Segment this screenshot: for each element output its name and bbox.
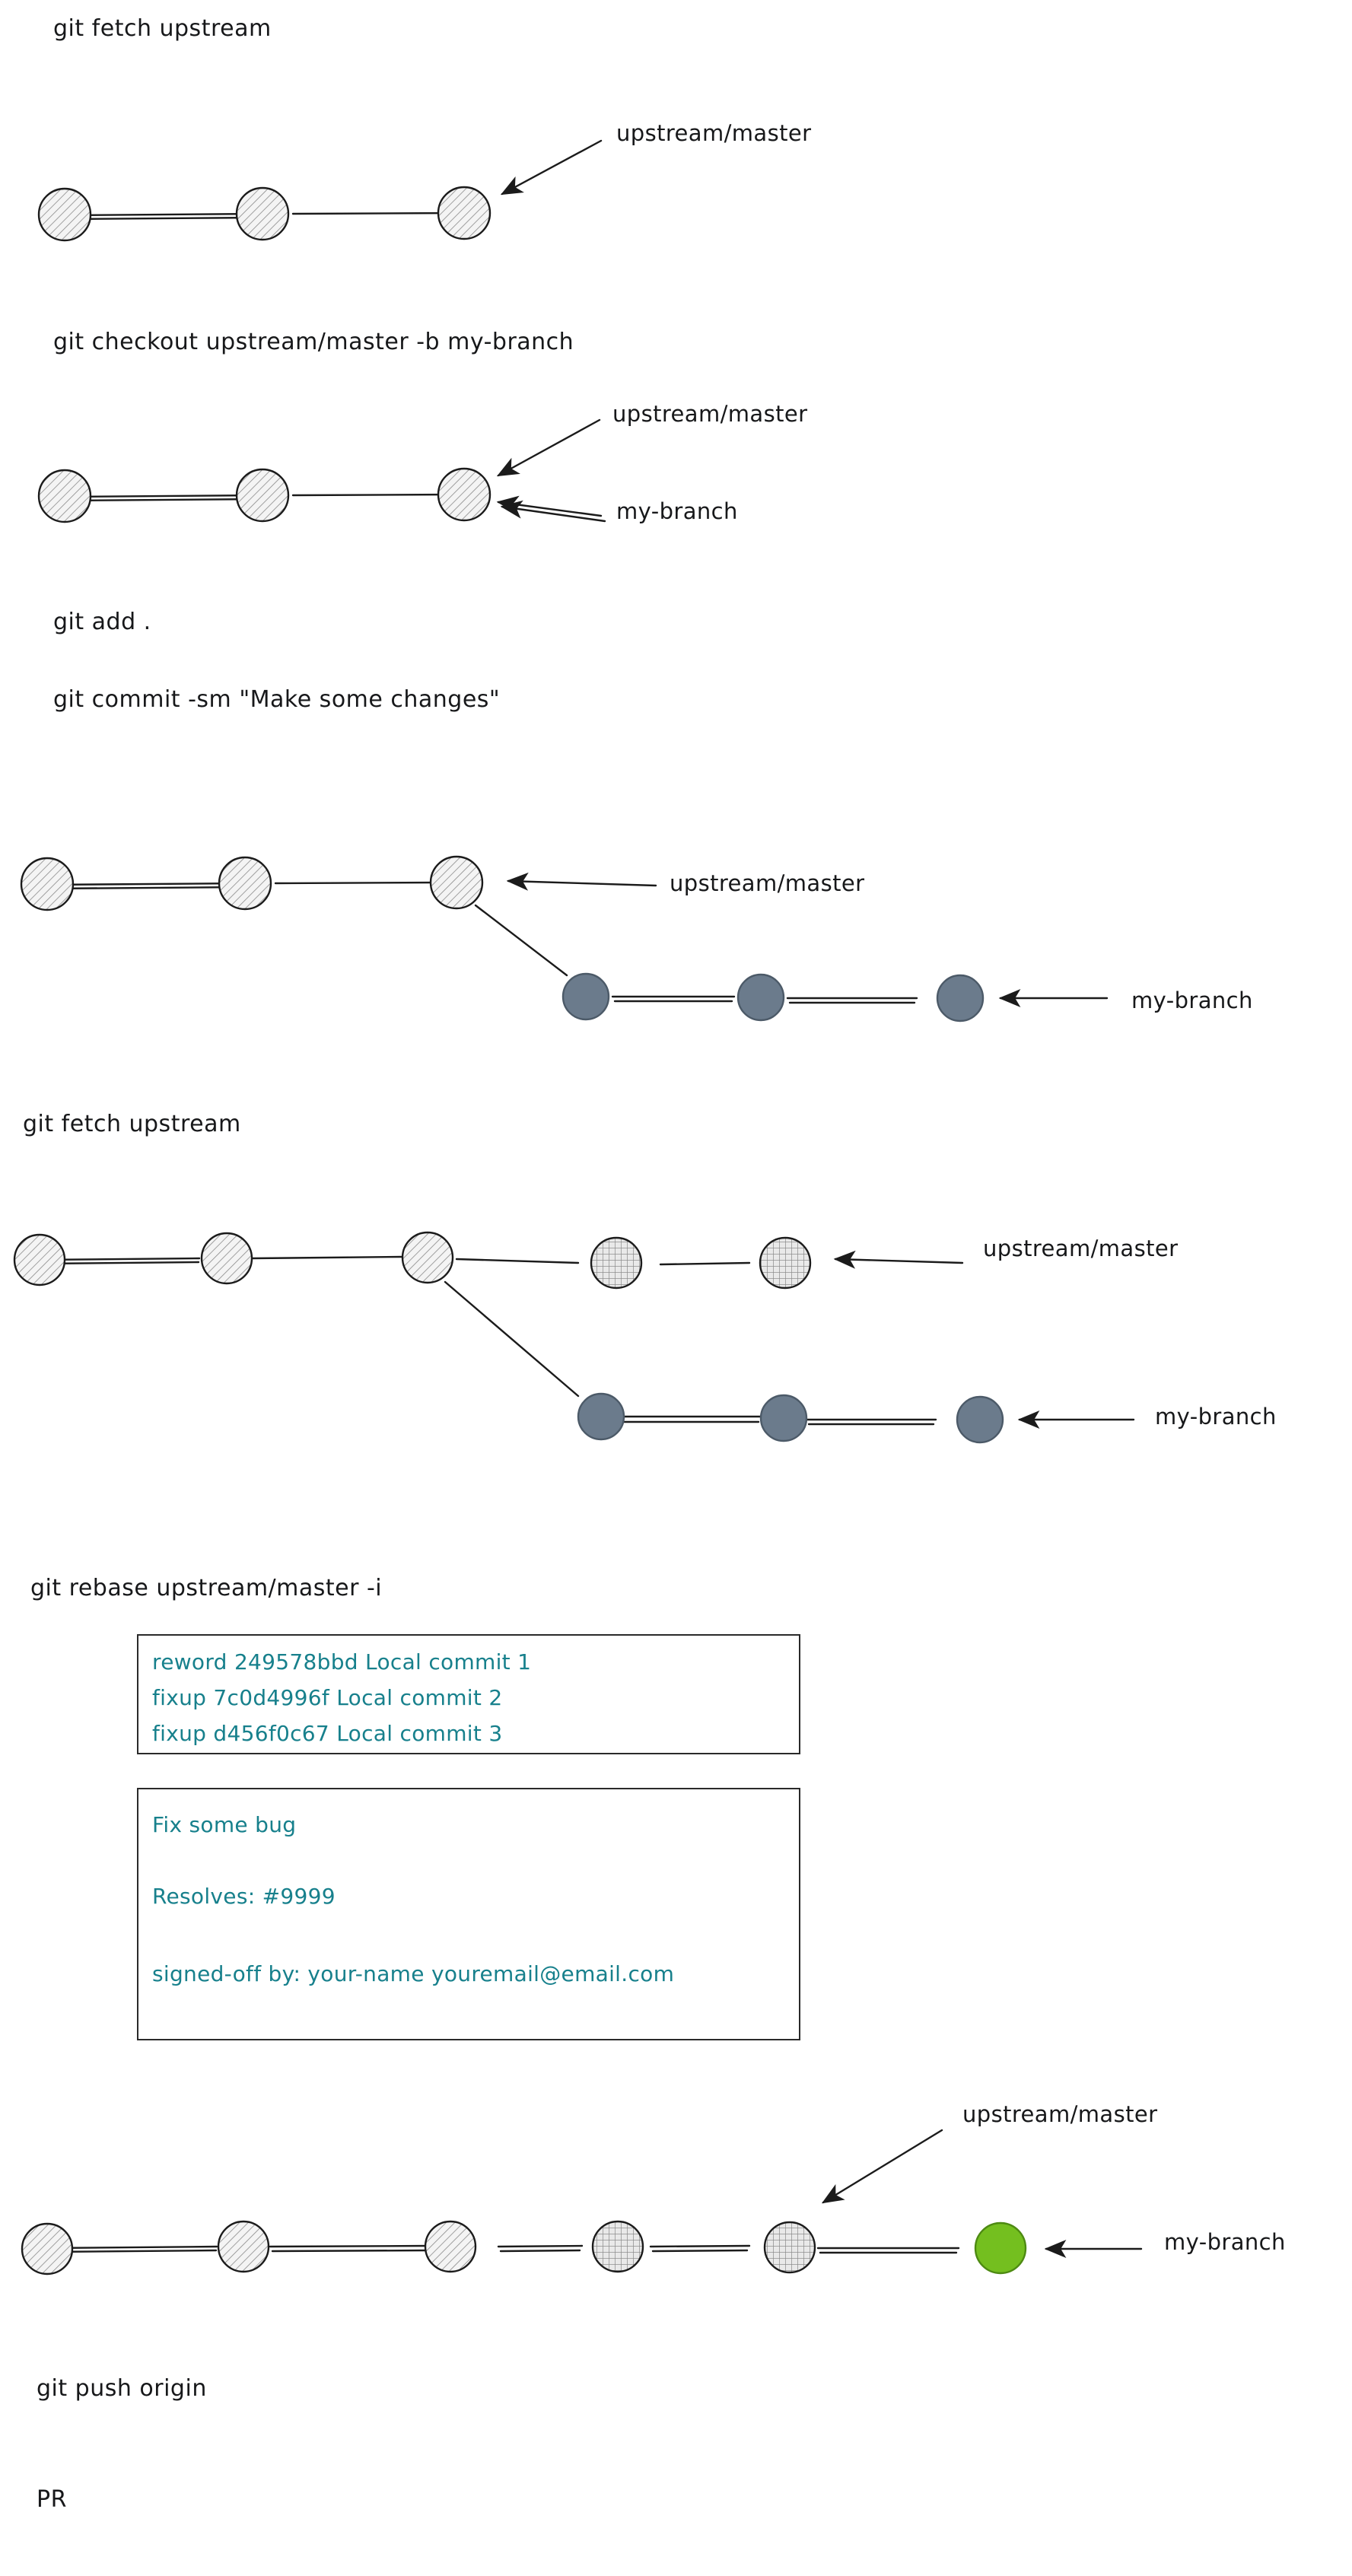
command-git-fetch-upstream-1: git fetch upstream	[53, 15, 272, 42]
label-upstream-master-2: upstream/master	[612, 401, 808, 427]
label-upstream-master-3: upstream/master	[670, 870, 865, 896]
command-git-rebase-i: git rebase upstream/master -i	[30, 1575, 383, 1601]
label-upstream-master-4: upstream/master	[983, 1236, 1179, 1261]
label-my-branch-2: my-branch	[616, 498, 738, 524]
label-my-branch-5: my-branch	[1164, 2229, 1286, 2255]
command-pr: PR	[37, 2486, 67, 2513]
command-git-fetch-upstream-2: git fetch upstream	[23, 1111, 241, 1137]
label-upstream-master-1: upstream/master	[616, 120, 812, 146]
command-git-push-origin: git push origin	[37, 2375, 207, 2402]
rebase-line-1: reword 249578bbd Local commit 1	[152, 1649, 532, 1674]
command-git-commit: git commit -sm "Make some changes"	[53, 686, 501, 713]
label-upstream-master-5: upstream/master	[962, 2101, 1158, 2127]
commit-message-signoff: signed-off by: your-name youremail@email.com	[152, 1961, 675, 1986]
command-git-checkout-branch: git checkout upstream/master -b my-branch	[53, 329, 574, 355]
label-my-branch-3: my-branch	[1131, 987, 1253, 1013]
command-git-add: git add .	[53, 609, 151, 635]
rebase-line-3: fixup d456f0c67 Local commit 3	[152, 1721, 503, 1746]
commit-message-resolves: Resolves: #9999	[152, 1884, 336, 1909]
commit-message-subject: Fix some bug	[152, 1812, 297, 1837]
label-my-branch-4: my-branch	[1155, 1404, 1277, 1430]
rebase-line-2: fixup 7c0d4996f Local commit 2	[152, 1685, 503, 1710]
